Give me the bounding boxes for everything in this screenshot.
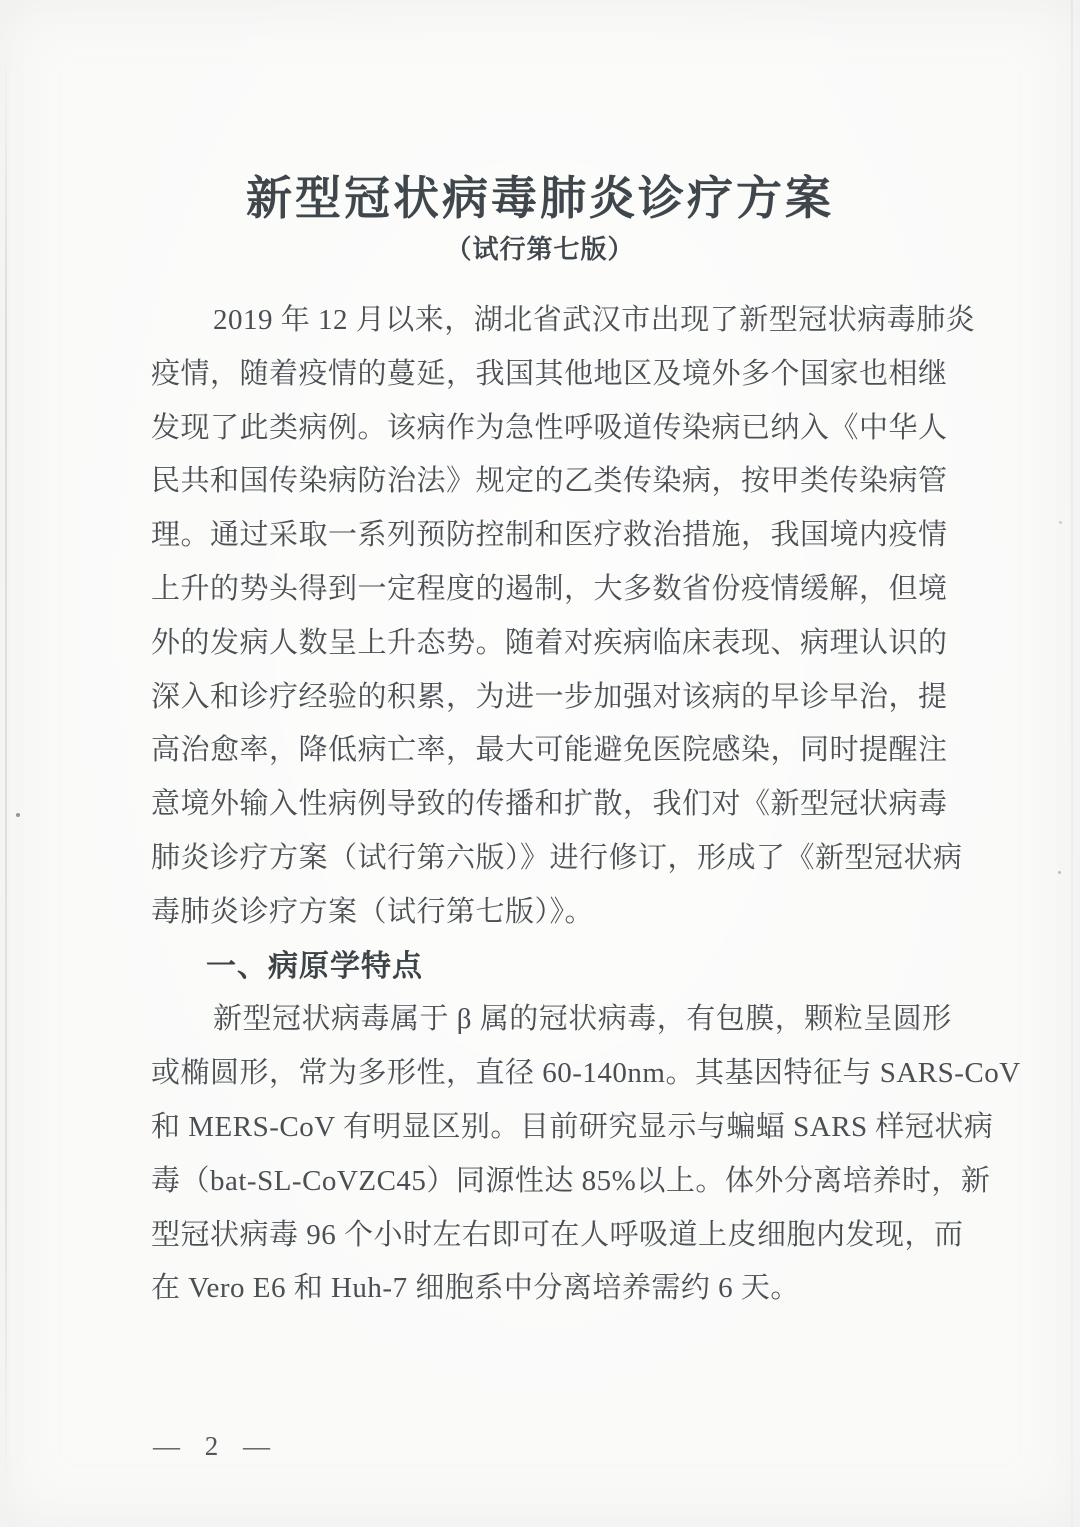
- body-line: 2019 年 12 月以来，湖北省武汉市出现了新型冠状病毒肺炎: [213, 304, 976, 336]
- body-line: 或椭圆形，常为多形性，直径 60-140nm。其基因特征与 SARS-CoV: [151, 1057, 1021, 1090]
- body-line: 毒（bat-SL-CoVZC45）同源性达 85%以上。体外分离培养时，新: [151, 1164, 991, 1197]
- body-line: 民共和国传染病防治法》规定的乙类传染病，按甲类传染病管: [151, 465, 948, 498]
- body-line: 上升的势头得到一定程度的遏制，大多数省份疫情缓解，但境: [151, 572, 948, 605]
- body-line: 深入和诊疗经验的积累，为进一步加强对该病的早诊早治，提: [151, 680, 948, 713]
- scan-speck: [1059, 521, 1062, 524]
- scan-speck: [16, 813, 20, 817]
- body-line: 和 MERS-CoV 有明显区别。目前研究显示与蝙蝠 SARS 样冠状病: [151, 1110, 994, 1143]
- document-body: [151, 294, 1021, 1316]
- body-line: 在 Vero E6 和 Huh-7 细胞系中分离培养需约 6 天。: [151, 1272, 800, 1305]
- body-line: 发现了此类病例。该病作为急性呼吸道传染病已纳入《中华人: [151, 411, 948, 444]
- scan-edge-shadow-right: [1071, 0, 1073, 1527]
- scan-speck: [1058, 871, 1061, 874]
- body-line: 疫情，随着疫情的蔓延，我国其他地区及境外多个国家也相继: [151, 357, 948, 390]
- section-heading: 一、病原学特点: [206, 949, 423, 983]
- document-title: 新型冠状病毒肺炎诊疗方案: [246, 173, 834, 224]
- body-line: 毒肺炎诊疗方案（试行第七版）》。: [151, 895, 595, 928]
- body-line: 新型冠状病毒属于 β 属的冠状病毒，有包膜，颗粒呈圆形: [213, 1003, 952, 1036]
- body-line: 高治愈率，降低病亡率，最大可能避免医院感染，同时提醒注: [151, 734, 948, 767]
- body-line: 肺炎诊疗方案（试行第六版）》进行修订，形成了《新型冠状病: [151, 841, 963, 874]
- body-line: 意境外输入性病例导致的传播和扩散，我们对《新型冠状病毒: [151, 788, 948, 821]
- body-line: 外的发病人数呈上升态势。随着对疾病临床表现、病理认识的: [151, 626, 948, 659]
- document-subtitle: （试行第七版）: [445, 235, 635, 264]
- body-line: 理。通过采取一系列预防控制和医疗救治措施，我国境内疫情: [151, 519, 948, 552]
- page-number: — 2 —: [153, 1431, 271, 1461]
- body-line: 型冠状病毒 96 个小时左右即可在人呼吸道上皮细胞内发现，而: [151, 1218, 964, 1251]
